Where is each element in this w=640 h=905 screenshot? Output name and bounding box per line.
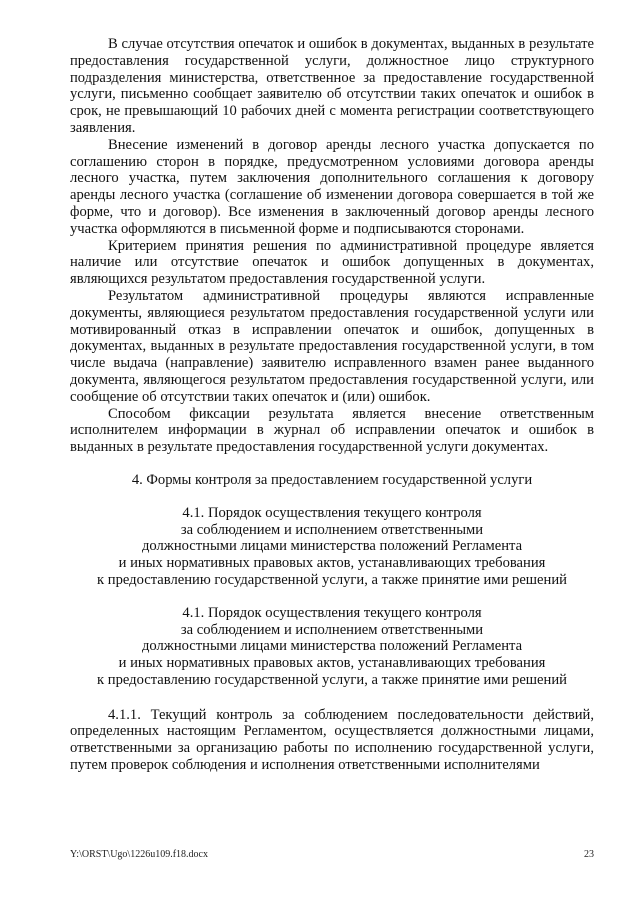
subheading-line: за соблюдением и исполнением ответственными <box>180 521 484 538</box>
subheading-line: 4.1. Порядок осуществления текущего контроля <box>182 504 482 521</box>
subheading-line: за соблюдением и исполнением ответственными <box>180 621 484 638</box>
subheading-line: должностными лицами министерства положений Регламента <box>141 538 523 555</box>
document-body <box>70 36 594 774</box>
footer-file-path: Y:\ORST\Ugo\1226u109.f18.docx <box>70 849 208 860</box>
spacer <box>70 456 594 472</box>
subheading-line: к предоставлению государственной услуги, а также принятие ими решений <box>97 671 567 688</box>
subheading-block-2 <box>70 605 594 689</box>
subheading-line: и иных нормативных правовых актов, устанавливающих требования <box>118 655 546 672</box>
paragraph-current-control: 4.1.1. Текущий контроль за соблюдением последовательности действий, определенных настоящим Регламентом, осуществляется должностными лицами, ответственными за организацию работы по исполнению государственной услуги, путем проверок соблюдения и исполнения ответственными исполнителями <box>70 706 594 774</box>
paragraph-result-recording: Способом фиксации результата является внесение ответственным исполнителем информации в журнал об исправлении опечаток и ошибок в выданных в результате предоставления государственной услуги документах. <box>70 405 594 456</box>
paragraph-procedure-result: Результатом административной процедуры являются исправленные документы, являющиеся результатом предоставления государственной услуги или мотивированный отказ в исправлении опечаток и ошибок, допущенных в документах, выданных в результате предоставления государственной услуги, в том числе выдача (направление) заявителю исправленного взамен ранее выданного документа, являющегося результатом предоставления государственной услуги, или сообщение об отсутствии таких опечаток и (или) ошибок. <box>70 287 594 405</box>
paragraph-no-errors: В случае отсутствия опечаток и ошибок в документах, выданных в результате предоставления государственной услуги, должностное лицо структурного подразделения министерства, ответственное за предоставление государственной услуги, письменно сообщает заявителю об отсутствии таких опечаток и ошибок в срок, не превышающий 10 рабочих дней с момента регистрации соответствующего заявления. <box>70 36 594 136</box>
page-number: 23 <box>584 849 594 860</box>
spacer <box>70 589 594 605</box>
spacer <box>70 489 594 505</box>
subheading-line: к предоставлению государственной услуги, а также принятие ими решений <box>97 571 567 588</box>
subheading-line: и иных нормативных правовых актов, устанавливающих требования <box>118 555 546 572</box>
section-heading: 4. Формы контроля за предоставлением государственной услуги <box>131 471 533 488</box>
subheading-line: должностными лицами министерства положений Регламента <box>141 638 523 655</box>
spacer <box>70 689 594 707</box>
paragraph-lease-changes: Внесение изменений в договор аренды лесного участка допускается по соглашению сторон в порядке, предусмотренном условиями договора аренды лесного участка, путем заключения дополнительного соглашения к договору аренды лесного участка (соглашение об изменении договора совершается в той же форме, что и договор). Все изменения в заключенный договор аренды лесного участка оформляются в письменной форме и подписываются сторонами. <box>70 136 594 237</box>
subheading-block-1 <box>70 505 594 589</box>
subheading-line: 4.1. Порядок осуществления текущего контроля <box>182 604 482 621</box>
paragraph-decision-criterion: Критерием принятия решения по административной процедуре является наличие или отсутствие опечаток и ошибок допущенных в документах, являющихся результатом предоставления государственной услуги. <box>70 237 594 288</box>
